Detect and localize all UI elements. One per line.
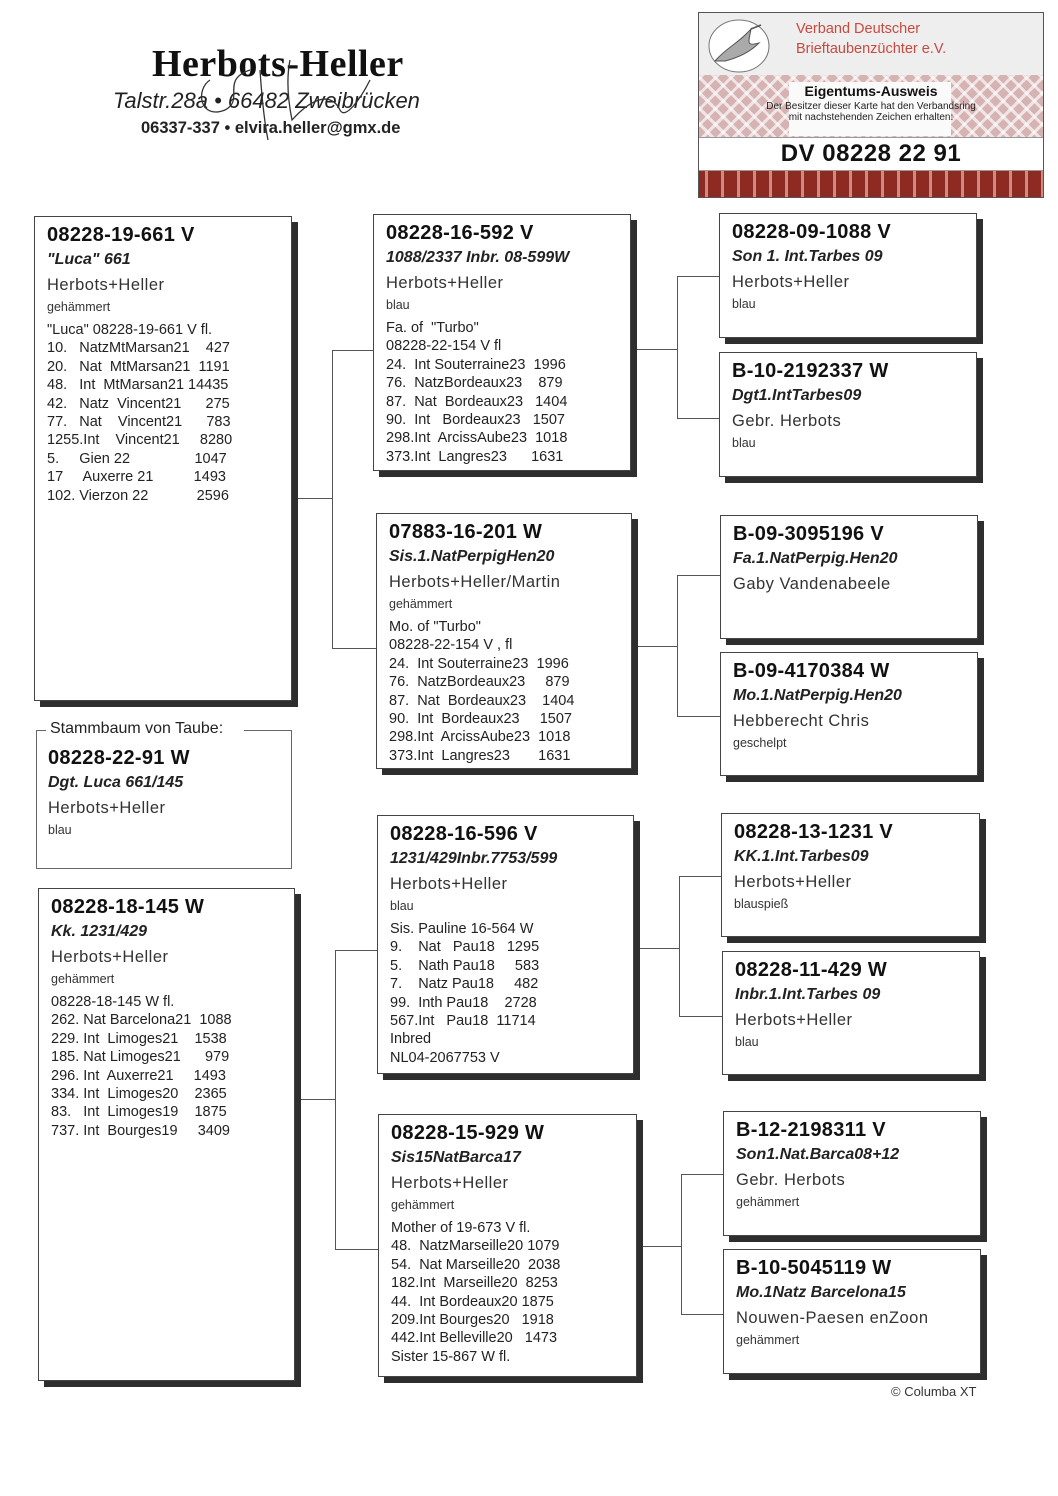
- pedigree-box-father-father: [373, 214, 631, 471]
- breeder-contact: 06337-337 • elvira.heller@gmx.de: [141, 119, 401, 137]
- breeder-address: Talstr.28a • 66482 Zweibrücken: [113, 88, 420, 113]
- performance-notes: Fa. of "Turbo" 08228-22-154 V fl 24. Int Souterraine23 1996 76. NatzBordeaux23 879 87. Nat Bordeaux23 1404 90. Int Bordeaux23 1507 298.Int ArcissAube23 1018 373.Int Langres23 1631: [386, 320, 568, 465]
- owner: Herbots+Heller: [47, 276, 165, 294]
- color: blau: [735, 1035, 759, 1049]
- performance-notes: 08228-18-145 W fl. 262. Nat Barcelona21 1088 229. Int Limoges21 1538 185. Nat Limoges21 979 296. Int Auxerre21 1493 334. Int Limoges20 2365 83. Int Limoges19 1875 737. Int Bourges19 3409: [51, 994, 232, 1139]
- pigeon-title: Inbr.1.Int.Tarbes 09: [735, 986, 881, 1003]
- pigeon-title: Fa.1.NatPerpig.Hen20: [733, 550, 898, 567]
- pedigree-box-fmm: [720, 652, 978, 776]
- pigeon-title: Kk. 1231/429: [51, 923, 148, 940]
- owner: Herbots+Heller/Martin: [389, 573, 561, 591]
- pigeon-title: KK.1.Int.Tarbes09: [734, 848, 869, 865]
- card-organization: Verband Deutscher Brieftaubenzüchter e.V.: [796, 21, 947, 57]
- color: gehämmert: [47, 300, 111, 314]
- owner: Herbots+Heller: [391, 1174, 509, 1192]
- owner: Nouwen-Paesen enZoon: [736, 1309, 929, 1327]
- owner: Herbots+Heller: [51, 948, 169, 966]
- pedigree-box-subject: [48, 746, 190, 838]
- color: blau: [732, 436, 756, 450]
- pigeon-title: Mo.1Natz Barcelona15: [736, 1284, 906, 1301]
- color: blau: [386, 298, 410, 312]
- owner: Gebr. Herbots: [732, 412, 842, 430]
- pedigree-box-father-mother: [376, 513, 632, 769]
- ring-number: 08228-18-145 W: [51, 896, 205, 918]
- color: blau: [48, 823, 72, 837]
- color: blau: [390, 899, 414, 913]
- owner: Herbots+Heller: [735, 1011, 853, 1029]
- color: gehämmert: [736, 1195, 800, 1209]
- ring-number: B-09-4170384 W: [733, 660, 890, 682]
- owner: Herbots+Heller: [390, 875, 508, 893]
- performance-notes: Mother of 19-673 V fl. 48. NatzMarseille20 1079 54. Nat Marseille20 2038 182.Int Marseille20 8253 44. Int Bordeaux20 1875 209.Int Bourges20 1918 442.Int Belleville20 1473 Sister 15-867 W fl.: [391, 1220, 561, 1365]
- pigeon-title: Sis15NatBarca17: [391, 1149, 521, 1166]
- ring-number: 08228-11-429 W: [735, 959, 888, 981]
- ring-number: B-09-3095196 V: [733, 523, 884, 545]
- pedigree-box-mother-father: [377, 815, 634, 1074]
- color: gehämmert: [51, 972, 115, 986]
- pigeon-title: 1088/2337 Inbr. 08-599W: [386, 249, 570, 266]
- dove-logo-icon: [705, 17, 773, 75]
- pedigree-box-mother-mother: [378, 1114, 637, 1377]
- ring-number: 08228-09-1088 V: [732, 221, 892, 243]
- color: gehämmert: [389, 597, 453, 611]
- color: blauspieß: [734, 897, 789, 911]
- ring-number: B-10-2192337 W: [732, 360, 889, 382]
- owner: Gaby Vandenabeele: [733, 575, 891, 593]
- color: blau: [732, 297, 756, 311]
- performance-notes: "Luca" 08228-19-661 V fl. 10. NatzMtMarsan21 427 20. Nat MtMarsan21 1191 48. Int MtMarsan21 14435 42. Natz Vincent21 275 77. Nat Vincent21 783 1255.Int Vincent21 8280 5. Gien 22 1047 17 Auxerre 21 1493 102. Vierzon 22 2596: [47, 322, 233, 504]
- ring-number: 08228-16-592 V: [386, 222, 534, 244]
- ownership-card: [698, 12, 1044, 198]
- owner: Hebberecht Chris: [733, 712, 870, 730]
- pigeon-title: Mo.1.NatPerpig.Hen20: [733, 687, 902, 704]
- color: gehämmert: [736, 1333, 800, 1347]
- ring-number: B-10-5045119 W: [736, 1257, 892, 1279]
- ring-number: 08228-15-929 W: [391, 1122, 545, 1144]
- breeder-name: Herbots-Heller: [152, 43, 404, 85]
- card-title: Eigentums-Ausweis: [804, 83, 938, 99]
- ring-number: 08228-16-596 V: [390, 823, 538, 845]
- pigeon-title: Son 1. Int.Tarbes 09: [732, 248, 883, 265]
- pedigree-box-mmf: [723, 1111, 981, 1236]
- owner: Herbots+Heller: [734, 873, 852, 891]
- pedigree-label: Stammbaum von Taube:: [50, 720, 224, 737]
- pedigree-box-mfm: [722, 951, 980, 1075]
- color: geschelpt: [733, 736, 787, 750]
- card-ornament: [699, 171, 1043, 197]
- pigeon-title: Sis.1.NatPerpigHen20: [389, 548, 555, 565]
- owner: Gebr. Herbots: [736, 1171, 846, 1189]
- ring-number: 07883-16-201 W: [389, 521, 543, 543]
- performance-notes: Sis. Pauline 16-564 W 9. Nat Pau18 1295 5. Nath Pau18 583 7. Natz Pau18 482 99. Inth Pau18 2728 567.Int Pau18 11714 Inbred NL04-2067753 V: [390, 921, 540, 1066]
- ring-number: 08228-19-661 V: [47, 224, 195, 246]
- owner: Herbots+Heller: [48, 799, 166, 817]
- pigeon-title: Dgt. Luca 661/145: [48, 774, 184, 791]
- pedigree-box-fff: [719, 213, 977, 338]
- performance-notes: Mo. of "Turbo" 08228-22-154 V , fl 24. Int Souterraine23 1996 76. NatzBordeaux23 879 87. Nat Bordeaux23 1404 90. Int Bordeaux23 1507 298.Int ArcissAube23 1018 373.Int Langres23 1631: [389, 619, 575, 764]
- card-ring-number: DV 08228 22 91: [780, 140, 962, 167]
- pigeon-title: 1231/429Inbr.7753/599: [390, 850, 558, 867]
- pigeon-title: Son1.Nat.Barca08+12: [736, 1146, 900, 1163]
- copyright: © Columba XT: [891, 1384, 977, 1399]
- pedigree-box-fmf: [720, 515, 978, 639]
- pedigree-box-mother: [38, 888, 295, 1381]
- pedigree-box-father: [34, 216, 292, 701]
- pedigree-box-mff: [721, 813, 980, 937]
- ring-number: 08228-13-1231 V: [734, 821, 894, 843]
- owner: Herbots+Heller: [386, 274, 504, 292]
- signature: [190, 40, 390, 150]
- pigeon-title: Dgt1.IntTarbes09: [732, 387, 862, 404]
- ring-number: B-12-2198311 V: [736, 1119, 886, 1141]
- owner: Herbots+Heller: [732, 273, 850, 291]
- ring-number: 08228-22-91 W: [48, 747, 190, 769]
- color: gehämmert: [391, 1198, 455, 1212]
- pedigree-box-ffm: [719, 352, 977, 477]
- card-text: Der Besitzer dieser Karte hat den Verbandsring mit nachstehenden Zeichen erhalten:: [766, 101, 976, 123]
- pedigree-box-mmm: [723, 1249, 981, 1374]
- pigeon-title: "Luca" 661: [47, 251, 131, 268]
